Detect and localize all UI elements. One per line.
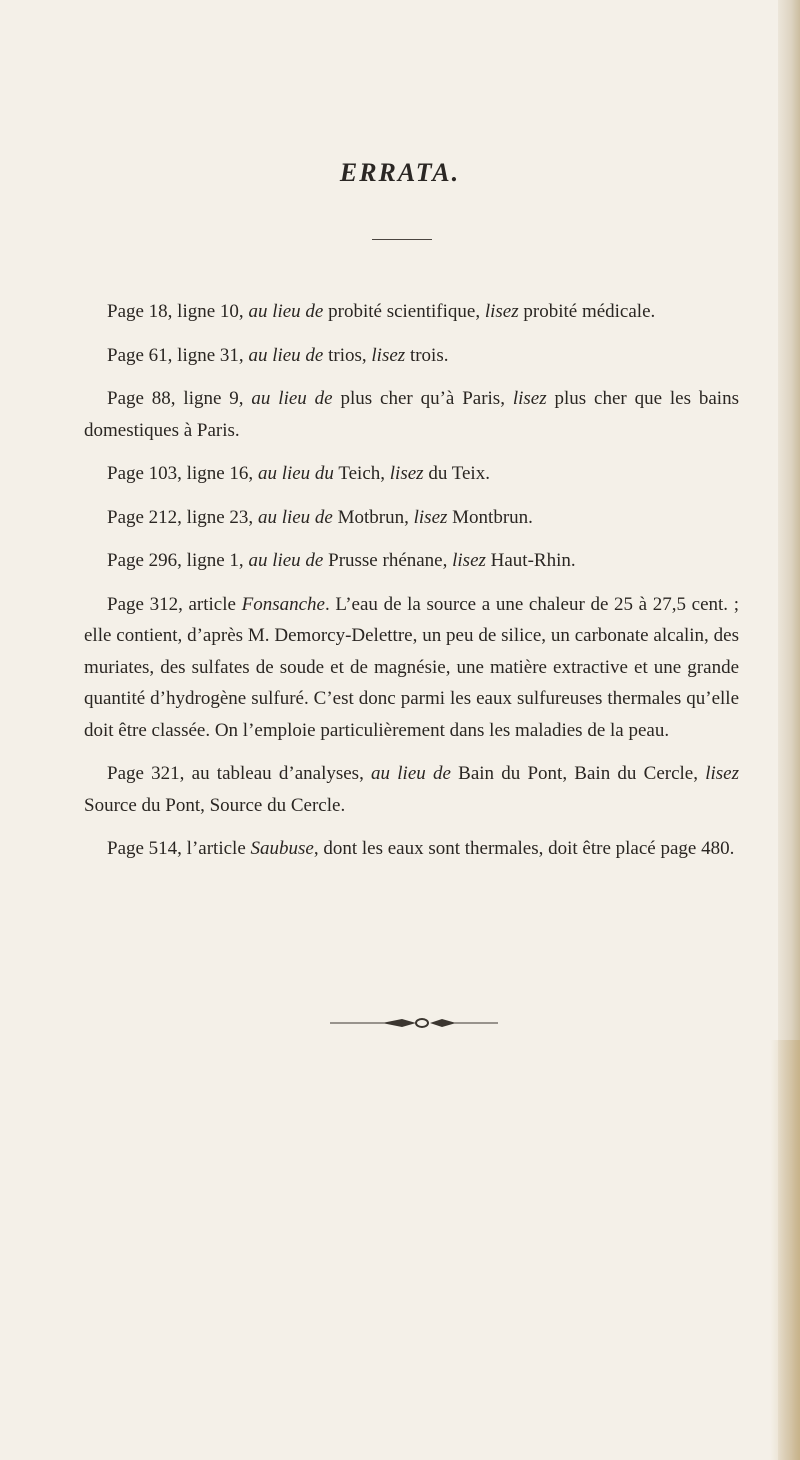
entry-text: Bain du Pont, Bain du Cercle, [450,763,706,784]
entry-text: Page 212, ligne 23, [107,506,258,528]
entry-italic: au lieu de [248,301,324,322]
entry-text: Haut-Rhin. [485,550,576,571]
entry-text: Motbrun, [332,506,414,528]
errata-entry-7 [84,589,739,747]
errata-entry-9 [84,833,739,865]
entry-italic: lisez [452,550,486,571]
entry-text: probité médicale. [518,301,656,322]
entry-text: Source du Pont, Source du Cercle. [84,794,346,816]
page-title: ERRATA. [339,158,461,187]
entry-text: plus cher qu’à Paris, [332,388,513,409]
entry-text: Montbrun. [447,506,533,528]
errata-entry-4 [84,458,739,490]
page-edge-stain [770,1040,800,1460]
entry-text: Page 88, ligne 9, [107,388,252,409]
errata-entry-3 [84,383,739,446]
entry-italic: au lieu du [257,463,334,484]
errata-entry-2 [84,340,739,372]
entry-italic: lisez [413,506,448,528]
entry-text: du Teix. [423,463,490,484]
entry-text: Prusse rhénane, [323,550,453,571]
entry-text: Page 103, ligne 16, [107,463,258,484]
entry-italic: Fonsanche [241,593,325,615]
entry-italic: au lieu de [248,344,324,366]
entry-italic: au lieu de [251,388,333,409]
errata-entry-6 [84,545,739,577]
entry-italic: au lieu de [257,506,333,528]
entry-text: . L’eau de la source a une chaleur de 25 à 27,5 cent. ; elle contient, d’après M. Demorcy-Delettre, un peu de silice, un carbonate alcalin, des muriates, des sulfates de soude et de magnésie, une matière extractive et une grande quantité d’hydrogène sulfuré. C’est donc parmi les eaux sulfureuses thermales qu’elle doit être classée. On l’emploie particulièrement dans les maladies de la peau. [84,593,739,741]
errata-entry-1 [84,296,739,328]
entry-italic: lisez [371,344,406,366]
entry-text: Page 312, article [107,593,242,615]
entry-text: trios, [323,344,372,366]
entry-italic: au lieu de [248,550,324,571]
entry-italic: lisez [389,463,424,484]
entry-italic: au lieu de [371,763,451,784]
entry-text: plus cher que les bains domestiques à Paris. [84,388,739,441]
entry-text: Page 514, l’article [107,838,251,859]
entry-italic: lisez [705,763,739,784]
ornament-divider [330,1016,498,1030]
entry-text: Page 296, ligne 1, [107,550,249,571]
entry-text: Page 18, ligne 10, [107,301,249,322]
errata-entry-5 [84,502,739,534]
entry-text: Page 61, ligne 31, [107,344,249,366]
entry-italic: Saubuse [250,838,314,859]
entry-italic: lisez [484,301,519,322]
entry-text: probité scientifique, [323,301,485,322]
entry-italic: lisez [512,388,547,409]
errata-list [84,296,739,877]
entry-text: trois. [405,344,449,366]
title-rule [372,239,432,240]
entry-text: , dont les eaux sont thermales, doit être placé page 480. [313,838,735,859]
entry-text: Page 321, au tableau d’analyses, [107,763,372,784]
errata-entry-8 [84,758,739,821]
entry-text: Teich, [333,463,390,484]
